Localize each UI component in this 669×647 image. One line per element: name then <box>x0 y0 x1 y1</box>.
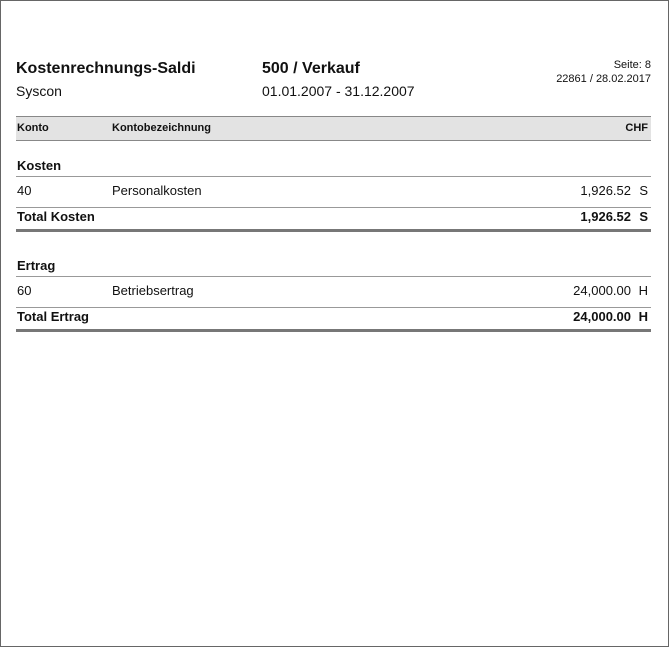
account-description: Personalkosten <box>112 183 202 198</box>
section-title: Kosten <box>17 158 62 173</box>
page-number: Seite: 8 <box>613 59 651 71</box>
section-title: Ertrag <box>17 258 56 273</box>
column-header-bezeichnung: Kontobezeichnung <box>112 122 211 134</box>
total-side-indicator: S <box>639 209 648 224</box>
account-number: 60 <box>17 283 32 298</box>
debit-credit-indicator: H <box>638 283 648 298</box>
company-name: Syscon <box>16 83 62 99</box>
print-info: 22861 / 28.02.2017 <box>556 73 651 85</box>
table-row <box>16 183 651 203</box>
amount: 24,000.00 <box>573 283 631 298</box>
total-label: Total Kosten <box>17 209 95 224</box>
column-header-bar <box>16 116 651 141</box>
divider <box>16 176 651 177</box>
account-number: 40 <box>17 183 32 198</box>
table-row <box>16 283 651 303</box>
total-row <box>16 209 651 229</box>
report-period: 01.01.2007 - 31.12.2007 <box>262 83 415 99</box>
column-header-konto: Konto <box>17 122 49 134</box>
divider <box>16 307 651 308</box>
cost-center: 500 / Verkauf <box>262 60 360 77</box>
total-row <box>16 309 651 329</box>
column-header-currency: CHF <box>625 122 648 134</box>
account-description: Betriebsertrag <box>112 283 194 298</box>
report-title: Kostenrechnungs-Saldi <box>16 60 196 77</box>
divider <box>16 276 651 277</box>
total-label: Total Ertrag <box>17 309 89 324</box>
total-amount: 24,000.00 <box>573 309 631 324</box>
amount: 1,926.52 <box>580 183 631 198</box>
divider <box>16 207 651 208</box>
total-underline <box>16 329 651 332</box>
debit-credit-indicator: S <box>639 183 648 198</box>
total-amount: 1,926.52 <box>580 209 631 224</box>
total-side-indicator: H <box>638 309 648 324</box>
total-underline <box>16 229 651 232</box>
